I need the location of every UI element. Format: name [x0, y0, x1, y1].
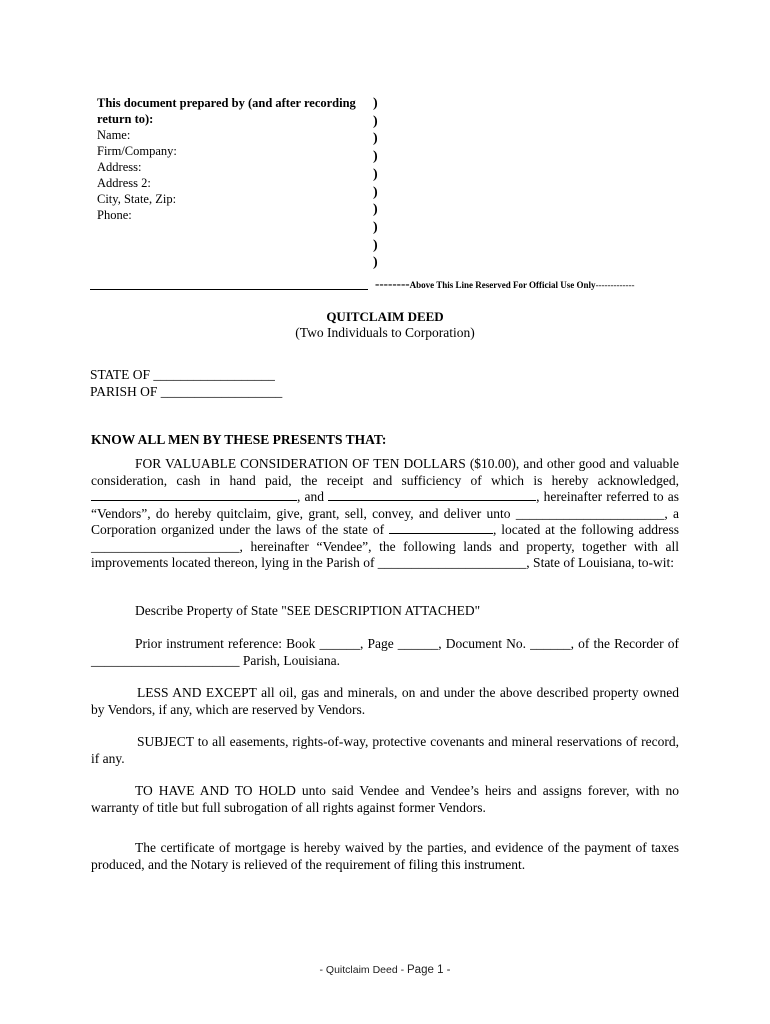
- reserved-notice: [375, 276, 635, 292]
- consideration-text-1: FOR VALUABLE CONSIDERATION OF TEN DOLLARS ($10.00), and other good and valuable consideration, cash in hand paid, the receipt and sufficiency of which is hereby acknowledged,: [91, 456, 679, 488]
- less-and-except-paragraph: LESS AND EXCEPT all oil, gas and minerals, on and under the above described property owned by Vendors, if any, which are reserved by Vendors.: [91, 685, 679, 717]
- know-all-men-heading: KNOW ALL MEN BY THESE PRESENTS THAT:: [91, 432, 387, 447]
- preparer-divider: [90, 289, 368, 290]
- preparer-field-address: Address:: [97, 160, 142, 174]
- reserved-label: Above This Line Reserved For Official Use Only: [409, 280, 596, 290]
- footer-label: - Quitclaim Deed -: [319, 964, 408, 976]
- subject-to-paragraph: SUBJECT to all easements, rights-of-way, protective covenants and mineral reservations of record, if any.: [91, 734, 679, 766]
- consideration-text-3: , located at the following address ______________________, hereinafter “Vendee”, the following lands and property, together with all improvements located thereon, lying in the Parish of ______________________, State of Louisiana, to-wit:: [91, 522, 680, 570]
- venue-block: [90, 366, 282, 400]
- parish-line: PARISH OF __________________: [90, 384, 283, 399]
- state-line: STATE OF __________________: [90, 367, 275, 382]
- state-of-incorporation-blank: [389, 523, 493, 534]
- preparer-block: [97, 95, 367, 223]
- page-footer: [0, 964, 770, 976]
- preparer-field-firm: Firm/Company:: [97, 144, 177, 158]
- document-subtitle: (Two Individuals to Corporation): [295, 325, 475, 340]
- reserved-dashes-left: --------: [375, 276, 410, 291]
- consideration-and: , and: [297, 489, 325, 504]
- habendum-paragraph: TO HAVE AND TO HOLD unto said Vendee and Vendee’s heirs and assigns forever, with no warranty of title but full subrogation of all rights against former Vendors.: [91, 783, 679, 815]
- mortgage-certificate-paragraph: The certificate of mortgage is hereby waived by the parties, and evidence of the payment of taxes produced, and the Notary is relieved of the requirement of filing this instrument.: [91, 840, 679, 872]
- vendor2-blank: [328, 490, 536, 501]
- footer-page-number: Page 1 -: [407, 964, 451, 976]
- preparer-field-phone: Phone:: [97, 208, 132, 222]
- consideration-paragraph: [91, 456, 679, 572]
- preparer-parens-column: ) ) ) ) ) ) ) ) ) ): [373, 96, 378, 271]
- prior-instrument-paragraph: Prior instrument reference: Book ______, Page ______, Document No. ______, of the Recorder of ______________________ Parish, Louisiana.: [91, 636, 679, 668]
- vendor1-blank: [91, 490, 297, 501]
- preparer-heading: This document prepared by (and after recording return to):: [97, 96, 356, 126]
- preparer-field-city-state-zip: City, State, Zip:: [97, 192, 177, 206]
- document-title: QUITCLAIM DEED: [326, 309, 444, 324]
- consideration-text-2: , hereinafter referred to as “Vendors”, do hereby quitclaim, give, grant, sell, convey, and deliver unto ______________________, a Corporation organized under the laws of the state of: [91, 489, 679, 537]
- reserved-dashes-right: -------------: [595, 280, 635, 290]
- property-description: Describe Property of State "SEE DESCRIPTION ATTACHED": [135, 603, 481, 618]
- preparer-field-address2: Address 2:: [97, 176, 151, 190]
- preparer-field-name: Name:: [97, 128, 131, 142]
